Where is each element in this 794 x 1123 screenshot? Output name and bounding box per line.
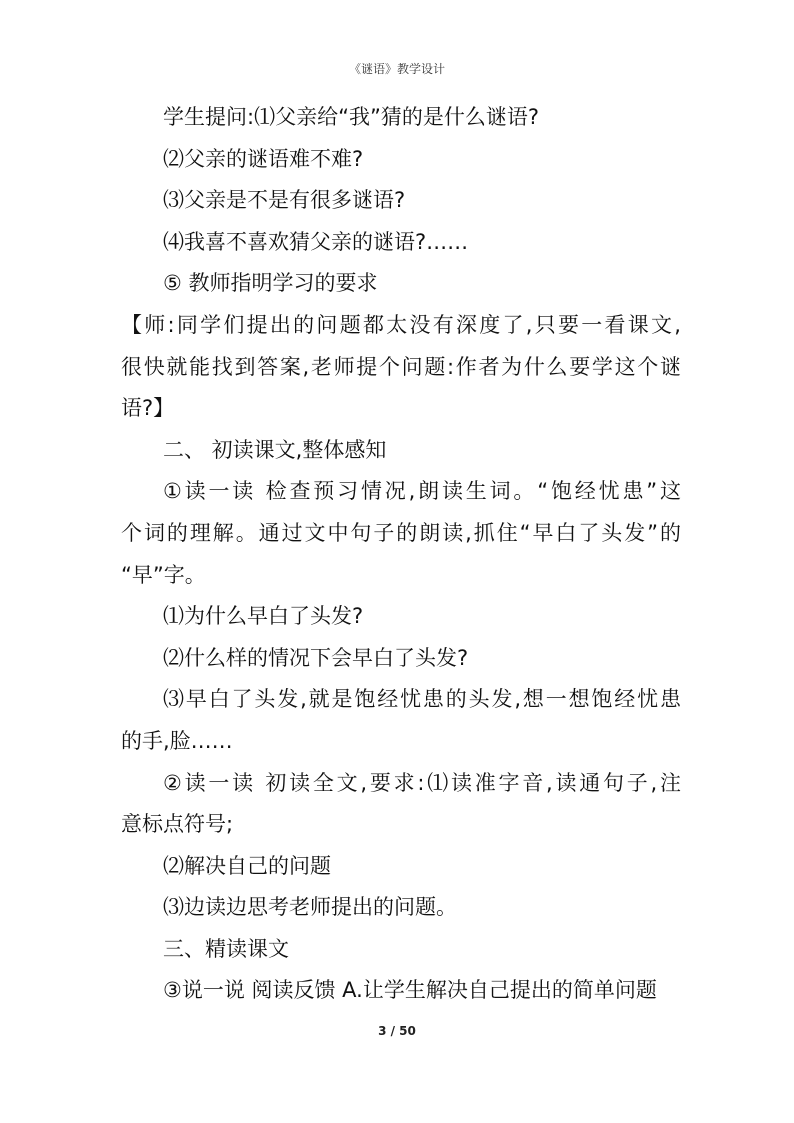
document-body — [121, 97, 681, 1012]
text-line: ⑵解决自己的问题 — [163, 853, 331, 878]
text-line: 的手,脸…… — [121, 728, 233, 753]
text-line: ⑴为什么早白了头发? — [163, 604, 364, 629]
text-line: 语?】 — [121, 396, 175, 421]
page-header: 《谜语》教学设计 — [348, 62, 445, 76]
text-line: ①读一读 检查预习情况,朗读生词。“饱经忧患”这 — [163, 479, 681, 504]
text-line: ③说一说 阅读反馈 A.让学生解决自己提出的简单问题 — [163, 978, 657, 1003]
text-line: ⑶早白了头发,就是饱经忧患的头发,想一想饱经忧患 — [163, 687, 681, 712]
text-line: ⑶父亲是不是有很多谜语? — [163, 188, 406, 213]
text-line: 意标点符号; — [121, 812, 234, 837]
text-line: ⑵什么样的情况下会早白了头发? — [163, 645, 469, 670]
text-line: ⑵父亲的谜语难不难? — [163, 146, 364, 171]
text-line: ⑷我喜不喜欢猜父亲的谜语?…… — [163, 229, 469, 254]
page-number: 3 / 50 — [378, 1024, 416, 1038]
text-line: 个词的理解。通过文中句子的朗读,抓住“早白了头发”的 — [121, 520, 681, 545]
text-line: ⑤ 教师指明学习的要求 — [163, 271, 378, 296]
text-line: 【师:同学们提出的问题都太没有深度了,只要一看课文, — [121, 312, 681, 337]
text-line: 很快就能找到答案,老师提个问题:作者为什么要学这个谜 — [121, 354, 681, 379]
text-line: ②读一读 初读全文,要求:⑴读准字音,读通句子,注 — [163, 770, 681, 795]
text-line: 学生提问:⑴父亲给“我”猜的是什么谜语? — [163, 105, 539, 129]
section-heading: 二、 初读课文,整体感知 — [163, 437, 387, 462]
text-line: “早”字。 — [121, 562, 206, 587]
section-heading: 三、精读课文 — [163, 936, 289, 961]
text-line: ⑶边读边思考老师提出的问题。 — [163, 895, 457, 920]
